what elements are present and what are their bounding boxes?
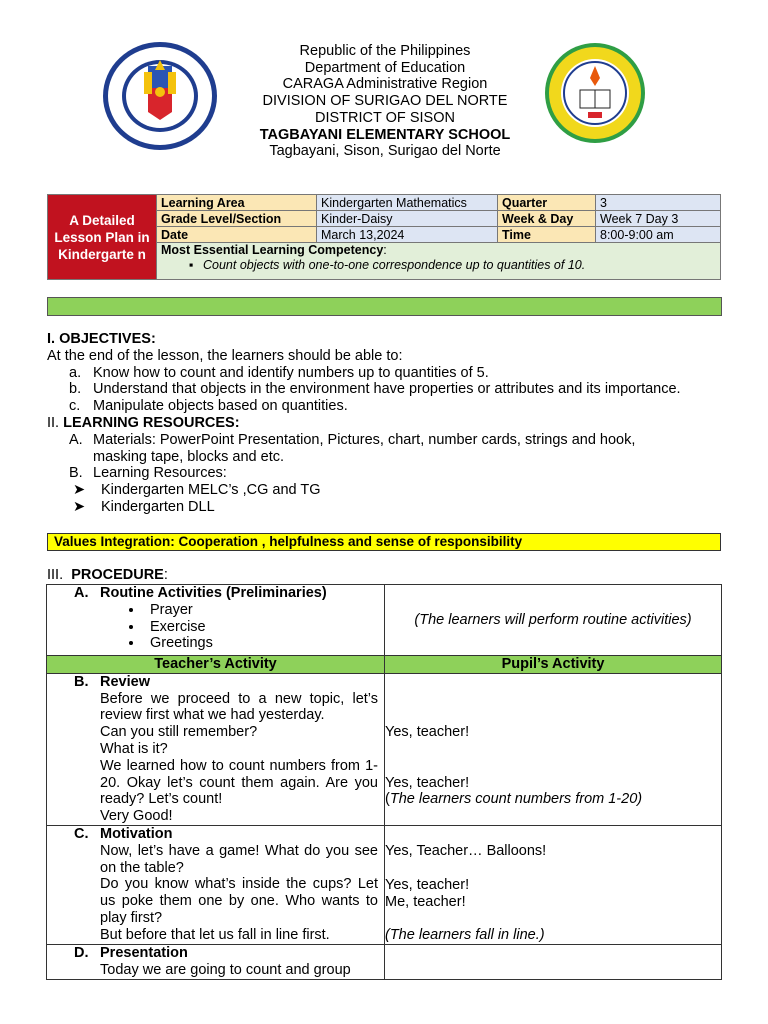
routine-pupil-cell: (The learners will perform routine activities) (385, 585, 722, 656)
grade-label: Grade Level/Section (157, 211, 317, 227)
grade-value: Kinder-Daisy (317, 211, 498, 227)
arrow-bullet-icon: ➤ (73, 498, 86, 515)
routine-item: • Greetings (144, 635, 384, 652)
quarter-value: 3 (596, 195, 721, 211)
divider-bar (47, 297, 722, 316)
school-address: Tagbayani, Sison, Surigao del Norte (269, 143, 501, 160)
resource-item-a-cont: masking tape, blocks and etc. (93, 448, 285, 465)
competency-cell (157, 243, 721, 280)
presentation-teacher-cell: D. Presentation Today we are going to count and group (47, 945, 385, 980)
resources-heading: II. LEARNING RESOURCES: (47, 414, 240, 431)
lesson-info-table (47, 194, 721, 280)
review-pupil-cell: Yes, teacher! Yes, teacher! (The learners count numbers from 1-20) (385, 673, 722, 825)
school-header (180, 43, 590, 160)
time-label: Time (498, 227, 596, 243)
teacher-activity-header: Teacher’s Activity (47, 656, 385, 674)
motivation-pupil-cell: Yes, Teacher… Balloons! Yes, teacher! Me, teacher! (The learners fall in line.) (385, 825, 722, 944)
competency-label: Most Essential Learning Competency (161, 243, 384, 257)
motivation-teacher-cell: C. Motivation Now, let’s have a game! What do you see on the table? Do you know what’s inside the cups? Let us poke them one by one. Who wants to play first? But before that let us fall in line first. (47, 825, 385, 944)
objective-item: c. Manipulate objects based on quantities. (69, 398, 348, 415)
date-label: Date (157, 227, 317, 243)
header-line: DIVISION OF SURIGAO DEL NORTE (262, 93, 508, 110)
lesson-plan-title: A Detailed Lesson Plan in Kindergarte n (48, 195, 157, 280)
date-value: March 13,2024 (317, 227, 498, 243)
objectives-section (47, 331, 727, 516)
routine-item: • Prayer (144, 602, 384, 619)
objective-item: a. Know how to count and identify numbers up to quantities of 5. (69, 364, 489, 381)
procedure-table (46, 584, 722, 980)
values-integration: Values Integration: Cooperation , helpfulness and sense of responsibility (47, 533, 721, 551)
resource-list-item: ➤ Kindergarten MELC’s ,CG and TG (73, 482, 321, 499)
resource-item-b: B. Learning Resources: (69, 465, 227, 482)
school-name: TAGBAYANI ELEMENTARY SCHOOL (259, 126, 511, 143)
learning-area-label: Learning Area (157, 195, 317, 211)
header-line: DISTRICT OF SISON (315, 109, 455, 126)
review-teacher-cell: B. Review Before we proceed to a new topic, let’s review first what we had yesterday. Can you still remember? What is it? We learned how to count numbers from 1-20. Okay let’s count them again. Are you ready? Let’s count! Very Good! (47, 673, 385, 825)
header-line: CARAGA Administrative Region (282, 76, 488, 93)
competency-colon: : (383, 243, 387, 257)
time-value: 8:00-9:00 am (596, 227, 721, 243)
week-label: Week & Day (498, 211, 596, 227)
resource-list-item: ➤ Kindergarten DLL (73, 498, 215, 515)
learning-area-value: Kindergarten Mathematics (317, 195, 498, 211)
competency-text: ▪ Count objects with one-to-one correspondence up to quantities of 10. (203, 258, 716, 272)
pupil-activity-header: Pupil’s Activity (385, 656, 722, 674)
school-logo (544, 42, 646, 144)
procedure-heading: III. PROCEDURE: (47, 567, 168, 583)
resource-item-a: A. Materials: PowerPoint Presentation, Pictures, chart, number cards, strings and hook, (69, 431, 636, 448)
week-value: Week 7 Day 3 (596, 211, 721, 227)
header-line: Republic of the Philippines (299, 43, 471, 59)
objectives-intro: At the end of the lesson, the learners should be able to: (47, 347, 403, 364)
arrow-bullet-icon: ➤ (73, 482, 86, 499)
routine-activities-cell: A. Routine Activities (Preliminaries) • Prayer • Exercise • Greetings (47, 585, 385, 656)
objective-item: b. Understand that objects in the environment have properties or attributes and its importance. (69, 381, 681, 398)
routine-item: • Exercise (144, 619, 384, 636)
objectives-heading: I. OBJECTIVES: (47, 331, 156, 347)
presentation-pupil-cell (385, 945, 722, 980)
header-line: Department of Education (304, 59, 466, 76)
quarter-label: Quarter (498, 195, 596, 211)
